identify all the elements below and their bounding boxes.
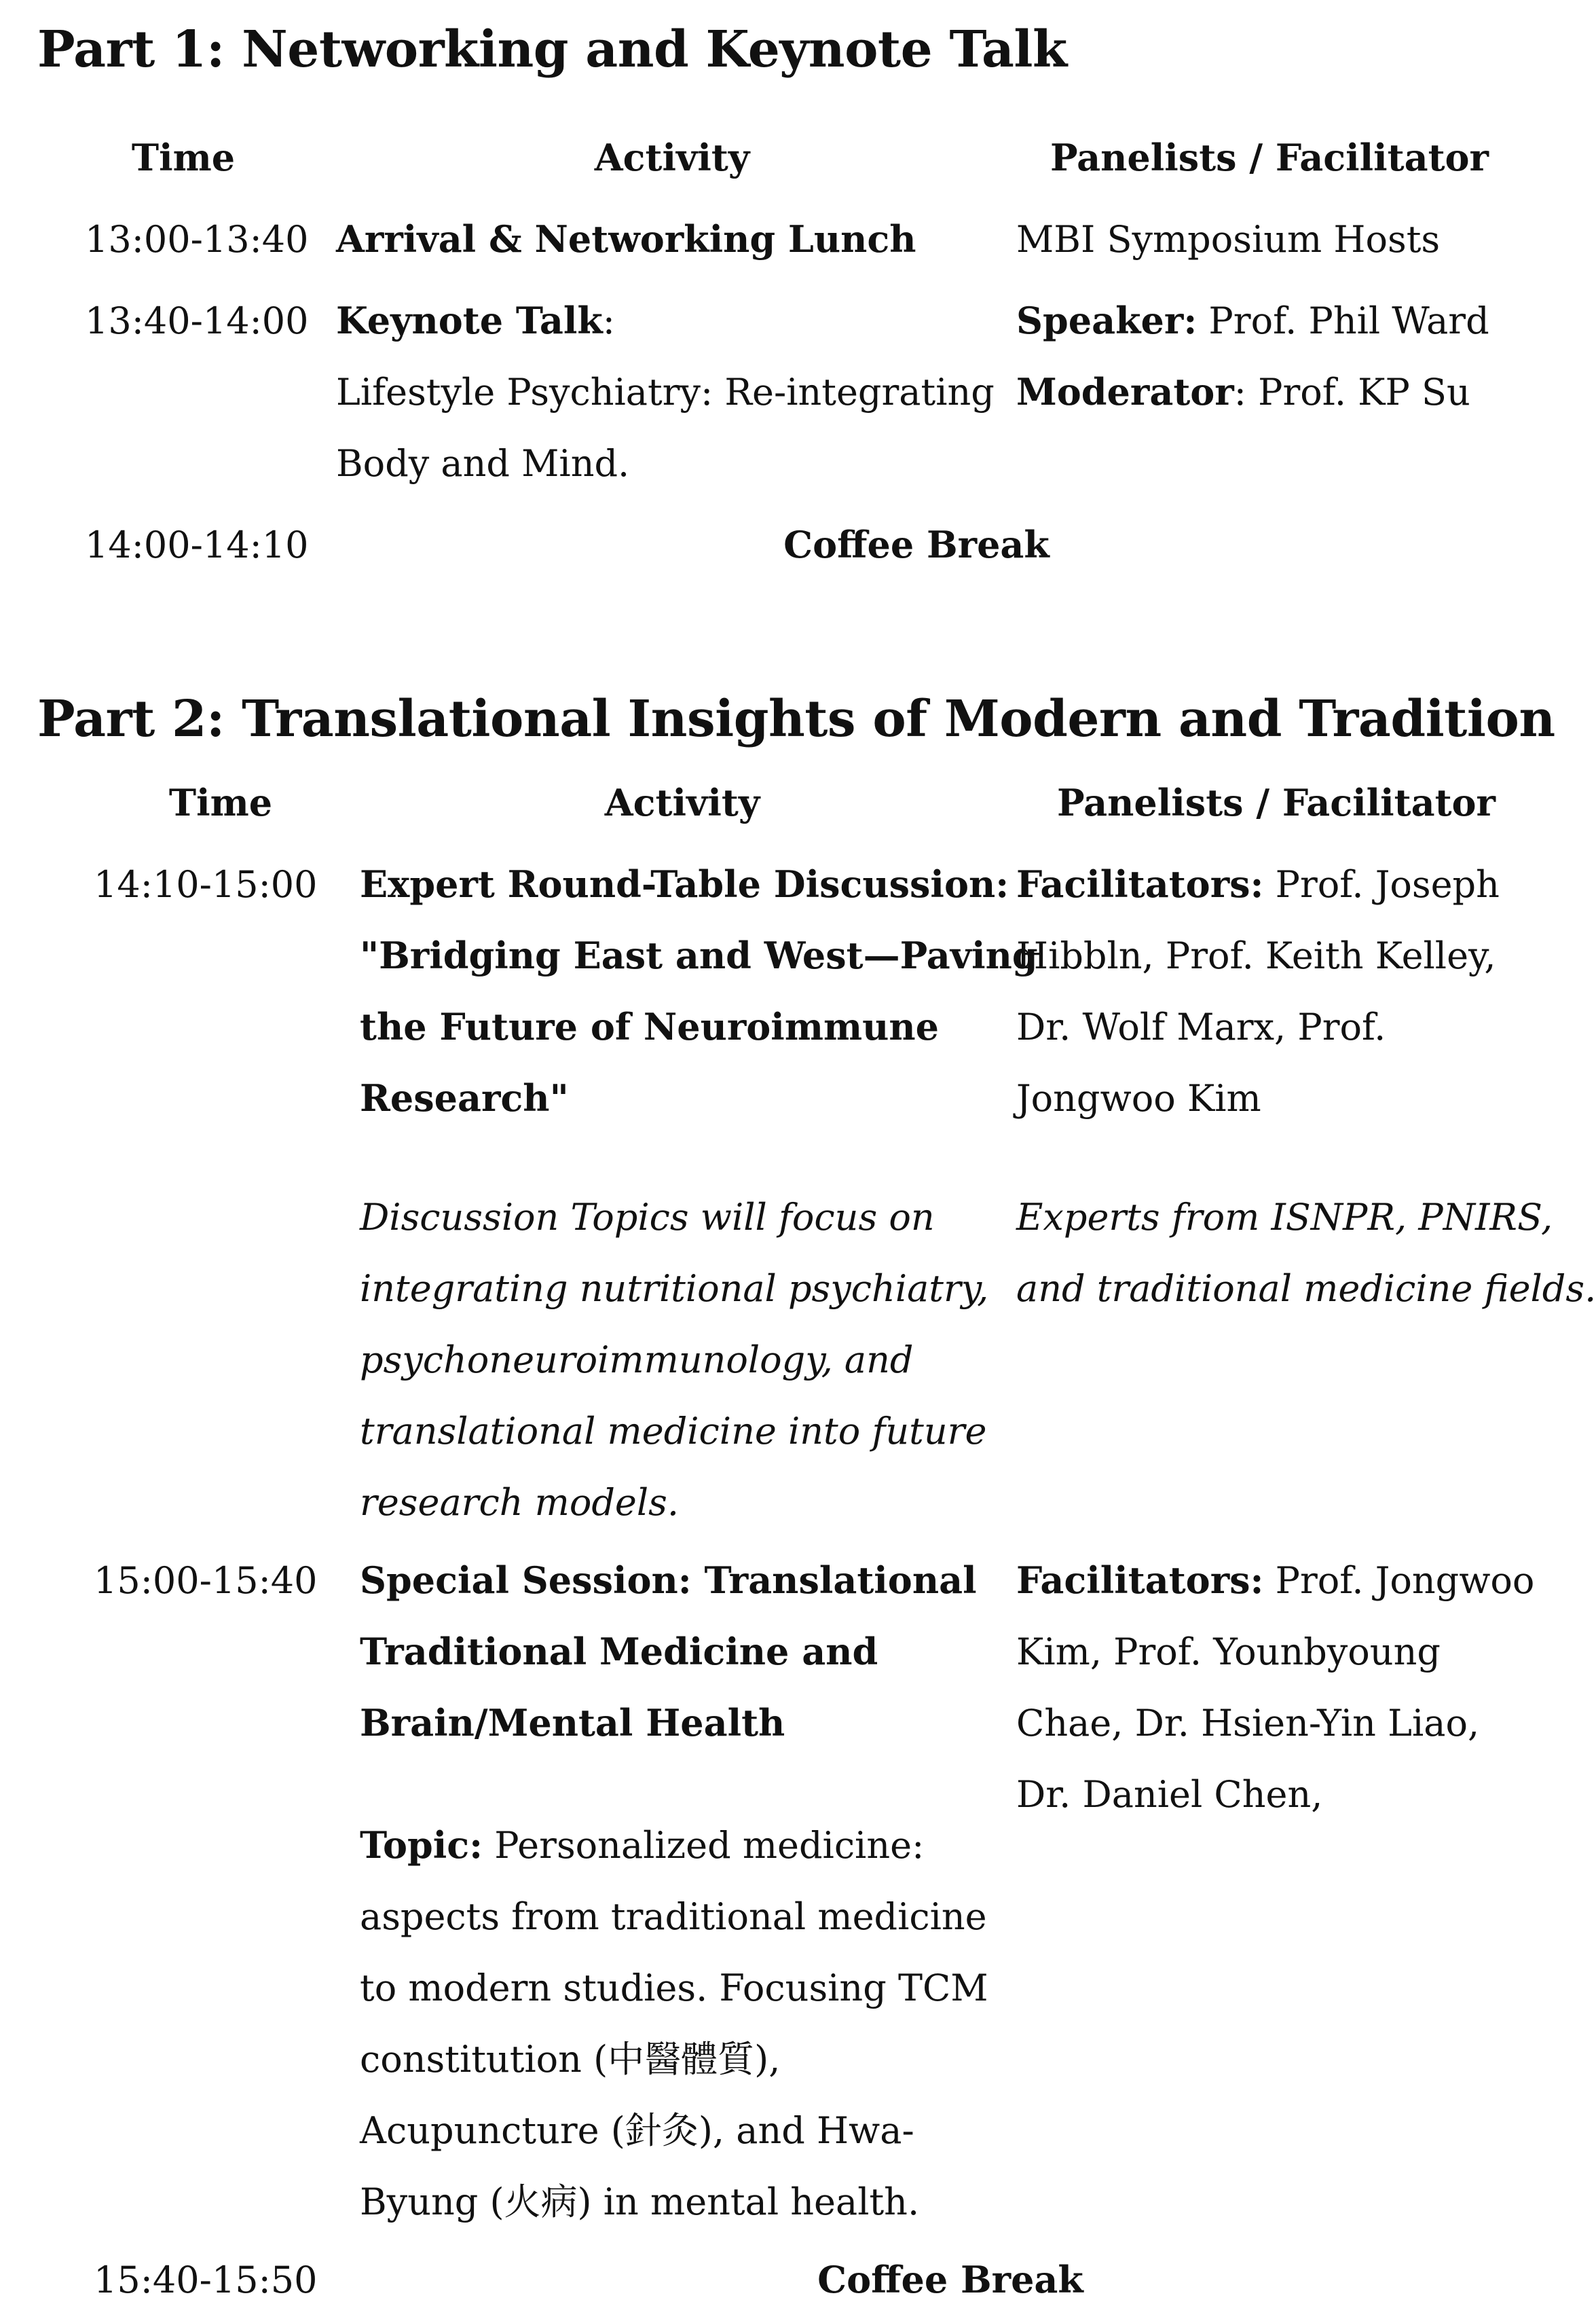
part1-title: Part 1: Networking and Keynote Talk	[37, 20, 1067, 79]
facilitators-names: Kim, Prof. Younbyoung	[1016, 1630, 1441, 1673]
moderator-label: Moderator	[1016, 370, 1234, 414]
facilitators-line	[1016, 1545, 1534, 1616]
discussion-topics-line: integrating nutritional psychiatry,	[360, 1267, 989, 1310]
discussion-topics-line: Discussion Topics will focus on	[360, 1196, 935, 1239]
schedule-time: 13:40-14:00	[85, 299, 309, 342]
activity-title-line: "Bridging East and West—Paving	[360, 934, 1038, 977]
topic-text: Acupuncture (針灸), and Hwa-	[360, 2109, 914, 2152]
part1-header-time: Time	[131, 136, 236, 179]
facilitators-names: Hibbln, Prof. Keith Kelley,	[1016, 934, 1496, 977]
activity-colon: :	[602, 299, 615, 342]
facilitators-names: Jongwoo Kim	[1016, 1077, 1261, 1120]
discussion-topics-line: psychoneuroimmunology, and	[360, 1338, 914, 1381]
discussion-topics-line: research models.	[360, 1481, 680, 1524]
facilitators-line	[1016, 849, 1500, 920]
panelist-name: MBI Symposium Hosts	[1016, 218, 1441, 261]
discussion-topics-line: translational medicine into future	[360, 1410, 987, 1453]
schedule-time: 13:00-13:40	[85, 218, 309, 261]
moderator-line	[1016, 357, 1470, 428]
facilitators-names: Prof. Jongwoo	[1263, 1559, 1535, 1602]
part2-title: Part 2: Translational Insights of Modern and Tradition	[37, 690, 1555, 748]
topic-text: aspects from traditional medicine	[360, 1895, 987, 1938]
part2-header-panel: Panelists / Facilitator	[1057, 781, 1496, 824]
topic-label: Topic:	[360, 1823, 483, 1867]
activity-description: Body and Mind.	[336, 442, 630, 485]
topic-text: Personalized medicine:	[483, 1824, 925, 1867]
facilitators-names: Chae, Dr. Hsien-Yin Liao,	[1016, 1702, 1480, 1745]
speaker-line	[1016, 285, 1489, 357]
activity-title-line: Expert Round-Table Discussion:	[360, 862, 1009, 906]
activity-title-line: Research"	[360, 1076, 569, 1120]
activity-title-line: Traditional Medicine and	[360, 1630, 878, 1673]
speaker-name: Prof. Phil Ward	[1197, 299, 1489, 342]
facilitators-names: Dr. Daniel Chen,	[1016, 1773, 1323, 1816]
topic-text: Byung (火病) in mental health.	[360, 2180, 920, 2223]
schedule-time: 14:10-15:00	[94, 863, 318, 906]
activity-title-line: Special Session: Translational	[360, 1558, 977, 1602]
activity-label: Keynote Talk	[336, 299, 603, 342]
part1-header-activity: Activity	[594, 136, 750, 179]
schedule-time: 14:00-14:10	[85, 524, 309, 566]
part1-header-panel: Panelists / Facilitator	[1050, 136, 1489, 179]
experts-line: and traditional medicine fields.	[1016, 1267, 1596, 1310]
moderator-name: : Prof. KP Su	[1233, 371, 1470, 414]
facilitators-label: Facilitators:	[1016, 862, 1264, 906]
activity-title-line: the Future of Neuroimmune	[360, 1005, 939, 1048]
facilitators-label: Facilitators:	[1016, 1558, 1264, 1602]
activity-title-line: Brain/Mental Health	[360, 1701, 785, 1745]
experts-line: Experts from ISNPR, PNIRS,	[1016, 1196, 1553, 1239]
activity-keynote	[336, 285, 615, 357]
facilitators-names: Prof. Joseph	[1263, 863, 1500, 906]
schedule-time: 15:40-15:50	[94, 2259, 318, 2301]
topic-text: to modern studies. Focusing TCM	[360, 1967, 988, 2009]
topic-line	[360, 1810, 924, 1881]
schedule-time: 15:00-15:40	[94, 1559, 318, 1602]
part2-header-activity: Activity	[604, 781, 760, 824]
activity-title: Arrival & Networking Lunch	[336, 217, 916, 261]
coffee-break: Coffee Break	[817, 2258, 1083, 2301]
coffee-break: Coffee Break	[783, 523, 1050, 566]
topic-text: constitution (中醫體質),	[360, 2038, 781, 2081]
activity-description: Lifestyle Psychiatry: Re-integrating	[336, 371, 995, 414]
facilitators-names: Dr. Wolf Marx, Prof.	[1016, 1006, 1386, 1048]
part2-header-time: Time	[168, 781, 273, 824]
speaker-label: Speaker:	[1016, 299, 1198, 342]
